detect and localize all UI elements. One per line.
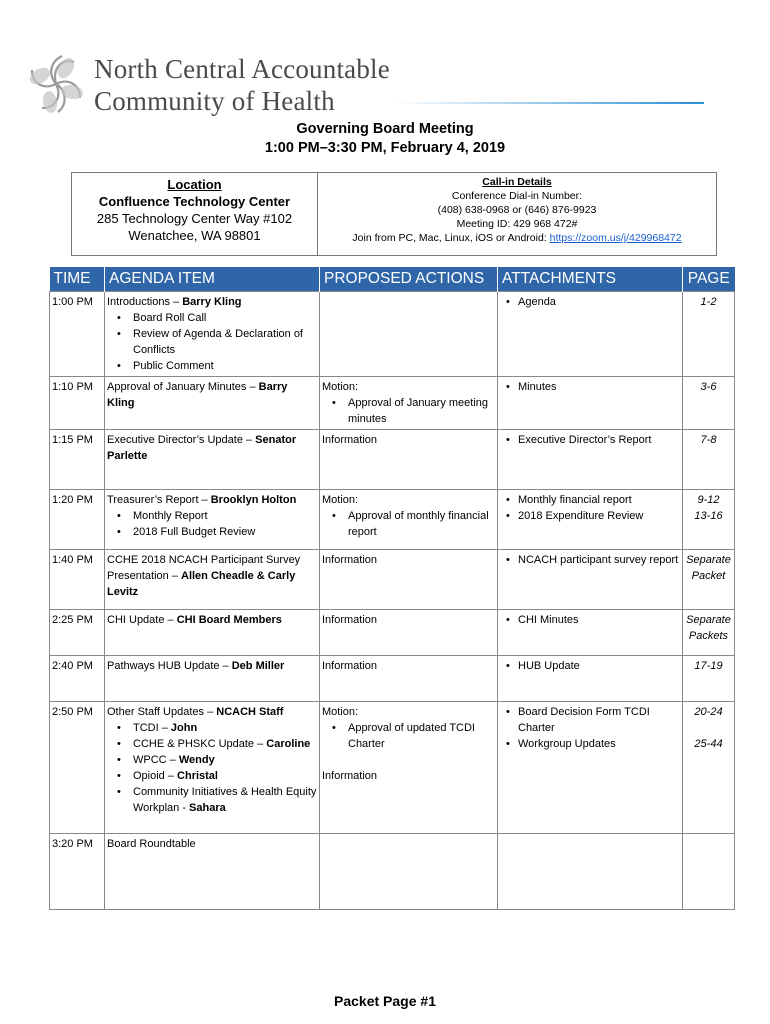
agenda-row <box>50 656 735 702</box>
agenda-row <box>50 834 735 910</box>
subitem-presenter: Caroline <box>266 738 311 750</box>
agenda-item-text: Executive Director’s Update – <box>107 434 256 446</box>
agenda-item-text: Pathways HUB Update – <box>107 660 232 672</box>
agenda-item-cell <box>105 377 320 430</box>
agenda-item-presenter: Deb Miller <box>231 660 285 672</box>
join-text: Join from PC, Mac, Linux, iOS or Android: <box>352 232 550 244</box>
action-label-secondary: Information <box>322 770 378 782</box>
action-label: Information <box>322 554 378 566</box>
action-list <box>322 395 495 427</box>
agenda-time: 2:25 PM <box>50 610 105 656</box>
dialin-label: Conference Dial-in Number: <box>451 190 583 202</box>
agenda-item-cell <box>105 610 320 656</box>
attachment-item: • Minutes <box>518 379 680 395</box>
agenda-item-presenter: Barry Kling <box>182 296 242 308</box>
action-label: Information <box>322 660 378 672</box>
proposed-action-cell <box>320 702 498 834</box>
page-range: 7-8 <box>683 430 735 490</box>
proposed-action-cell <box>320 292 498 377</box>
agenda-item-cell <box>105 292 320 377</box>
agenda-item-cell <box>105 656 320 702</box>
agenda-item-text: CCHE 2018 NCACH Participant Survey Presentation – <box>107 554 301 582</box>
meeting-id: Meeting ID: 429 968 472# <box>456 218 578 230</box>
org-name-line2: Community of Health <box>94 86 335 116</box>
attachments-cell <box>498 702 683 834</box>
meeting-name: Governing Board Meeting <box>296 121 474 137</box>
subitem-presenter: John <box>170 722 198 734</box>
subitem-presenter: Christal <box>177 770 218 782</box>
agenda-item-presenter: NCACH Staff <box>216 706 284 718</box>
join-line <box>318 231 716 245</box>
proposed-action-cell <box>320 377 498 430</box>
attachment-list <box>500 704 680 752</box>
action-label: Motion: <box>322 494 359 506</box>
agenda-item-title <box>107 379 317 411</box>
subitem-topic: CCHE & PHSKC Update – <box>133 738 267 750</box>
agenda-item-presenter: CHI Board Members <box>176 614 282 626</box>
attachments-cell <box>498 292 683 377</box>
attachment-list <box>500 492 680 524</box>
attachments-cell <box>498 656 683 702</box>
zoom-link[interactable]: https://zoom.us/j/429968472 <box>549 232 682 244</box>
agenda-item-presenter: Senator Parlette <box>107 434 297 462</box>
agenda-item-text: Treasurer’s Report – <box>107 494 211 506</box>
header-attachments: ATTACHMENTS <box>498 267 683 292</box>
callin-panel <box>318 173 716 255</box>
attachment-item: • Executive Director’s Report <box>518 432 680 448</box>
location-callin-box <box>71 172 717 256</box>
action-item: • Approval of updated TCDI Charter <box>348 720 495 752</box>
agenda-item-cell <box>105 490 320 550</box>
attachments-cell <box>498 610 683 656</box>
proposed-action-cell <box>320 430 498 490</box>
attachments-cell <box>498 550 683 610</box>
agenda-item-presenter: Brooklyn Holton <box>210 494 297 506</box>
location-panel <box>72 173 318 255</box>
meeting-title <box>0 120 770 158</box>
callin-heading: Call-in Details <box>482 176 552 188</box>
subitem-presenter: Wendy <box>178 754 215 766</box>
attachment-item: • Board Decision Form TCDI Charter <box>518 704 680 736</box>
header-page: PAGE <box>683 267 735 292</box>
action-list <box>322 720 495 752</box>
agenda-subitem: • Monthly Report <box>133 508 317 524</box>
page-range: 1-2 <box>683 292 735 377</box>
subitem-topic: TCDI – <box>133 722 171 734</box>
agenda-row <box>50 490 735 550</box>
agenda-subitem: • Board Roll Call <box>133 310 317 326</box>
action-label: Motion: <box>322 381 359 393</box>
page-range: 9-12 13-16 <box>683 490 735 550</box>
action-label: Information <box>322 614 378 626</box>
agenda-item-presenter: Allen Cheadle & Carly Levitz <box>107 570 296 598</box>
organization-logo <box>22 50 712 120</box>
agenda-item-title <box>107 704 317 720</box>
agenda-item-title <box>107 552 317 600</box>
agenda-subitem: • 2018 Full Budget Review <box>133 524 317 540</box>
header-time: TIME <box>50 267 105 292</box>
page-range: Separate Packet <box>683 550 735 610</box>
attachment-item: • Agenda <box>518 294 680 310</box>
attachments-cell <box>498 490 683 550</box>
action-label: Information <box>322 434 378 446</box>
attachment-item: • NCACH participant survey report <box>518 552 680 568</box>
agenda-item-title <box>107 432 317 464</box>
agenda-item-cell <box>105 430 320 490</box>
dialin-numbers: (408) 638-0968 or (646) 876-9923 <box>437 204 597 216</box>
subitem-topic: WPCC – <box>133 754 179 766</box>
subitem-topic: Opioid – <box>133 770 178 782</box>
agenda-row <box>50 702 735 834</box>
agenda-subitem <box>133 784 317 816</box>
agenda-item-title <box>107 294 317 310</box>
proposed-action-cell <box>320 550 498 610</box>
agenda-time: 2:50 PM <box>50 702 105 834</box>
attachment-item: • Workgroup Updates <box>518 736 680 752</box>
header-agenda-item: AGENDA ITEM <box>105 267 320 292</box>
venue-address-line2: Wenatchee, WA 98801 <box>128 228 261 243</box>
agenda-row <box>50 377 735 430</box>
pinwheel-logo-icon <box>22 50 90 118</box>
attachment-list <box>500 432 680 448</box>
attachment-list <box>500 612 680 628</box>
agenda-item-cell <box>105 834 320 910</box>
agenda-subitems <box>107 720 317 816</box>
agenda-item-title <box>107 492 317 508</box>
agenda-row <box>50 550 735 610</box>
page-range: 3-6 <box>683 377 735 430</box>
agenda-time: 1:00 PM <box>50 292 105 377</box>
org-name-line1: North Central Accountable <box>94 54 390 84</box>
logo-divider-line <box>394 102 704 104</box>
agenda-item-text: Approval of January Minutes – <box>107 381 259 393</box>
action-item: • Approval of January meeting minutes <box>348 395 495 427</box>
agenda-subitems <box>107 508 317 540</box>
agenda-header-row <box>50 267 735 292</box>
proposed-action-cell <box>320 656 498 702</box>
location-heading: Location <box>167 177 222 192</box>
agenda-row <box>50 430 735 490</box>
agenda-subitem <box>133 768 317 784</box>
agenda-time: 1:20 PM <box>50 490 105 550</box>
meeting-datetime: 1:00 PM–3:30 PM, February 4, 2019 <box>264 140 506 156</box>
attachment-list <box>500 552 680 568</box>
agenda-time: 1:40 PM <box>50 550 105 610</box>
attachments-cell <box>498 377 683 430</box>
agenda-subitem: • Review of Agenda & Declaration of Conflicts <box>133 326 317 358</box>
agenda-table <box>49 267 735 910</box>
agenda-subitem: • Public Comment <box>133 358 317 374</box>
attachments-cell <box>498 834 683 910</box>
agenda-item-cell <box>105 550 320 610</box>
agenda-item-presenter: Barry Kling <box>107 381 288 409</box>
agenda-item-title <box>107 836 317 852</box>
agenda-subitem <box>133 736 317 752</box>
attachment-list <box>500 658 680 674</box>
agenda-row <box>50 610 735 656</box>
page-range: Separate Packets <box>683 610 735 656</box>
venue-name: Confluence Technology Center <box>98 194 291 209</box>
agenda-time: 2:40 PM <box>50 656 105 702</box>
agenda-item-text: Board Roundtable <box>107 838 196 850</box>
packet-page-footer: Packet Page #1 <box>334 993 436 1009</box>
attachment-item: • Monthly financial report <box>518 492 680 508</box>
page-range <box>683 834 735 910</box>
agenda-item-text: Other Staff Updates – <box>107 706 217 718</box>
agenda-time: 3:20 PM <box>50 834 105 910</box>
agenda-subitems <box>107 310 317 374</box>
agenda-subitem <box>133 752 317 768</box>
page-range: 20-24 25-44 <box>683 702 735 834</box>
agenda-time: 1:15 PM <box>50 430 105 490</box>
agenda-item-text: CHI Update – <box>107 614 177 626</box>
attachment-item: • HUB Update <box>518 658 680 674</box>
subitem-presenter: Sahara <box>189 802 226 814</box>
attachments-cell <box>498 430 683 490</box>
attachment-item: • CHI Minutes <box>518 612 680 628</box>
action-label: Motion: <box>322 706 359 718</box>
action-item: • Approval of monthly financial report <box>348 508 495 540</box>
proposed-action-cell <box>320 490 498 550</box>
header-proposed-actions: PROPOSED ACTIONS <box>320 267 498 292</box>
agenda-item-title <box>107 658 317 674</box>
subitem-topic: Community Initiatives & Health Equity Workplan - <box>133 786 317 814</box>
agenda-item-cell <box>105 702 320 834</box>
agenda-row <box>50 292 735 377</box>
agenda-item-title <box>107 612 317 628</box>
action-list <box>322 508 495 540</box>
proposed-action-cell <box>320 834 498 910</box>
attachment-list <box>500 294 680 310</box>
attachment-item: • 2018 Expenditure Review <box>518 508 680 524</box>
agenda-time: 1:10 PM <box>50 377 105 430</box>
attachment-list <box>500 379 680 395</box>
agenda-item-text: Introductions – <box>107 296 183 308</box>
agenda-subitem <box>133 720 317 736</box>
venue-address-line1: 285 Technology Center Way #102 <box>96 211 293 226</box>
page-range: 17-19 <box>683 656 735 702</box>
proposed-action-cell <box>320 610 498 656</box>
